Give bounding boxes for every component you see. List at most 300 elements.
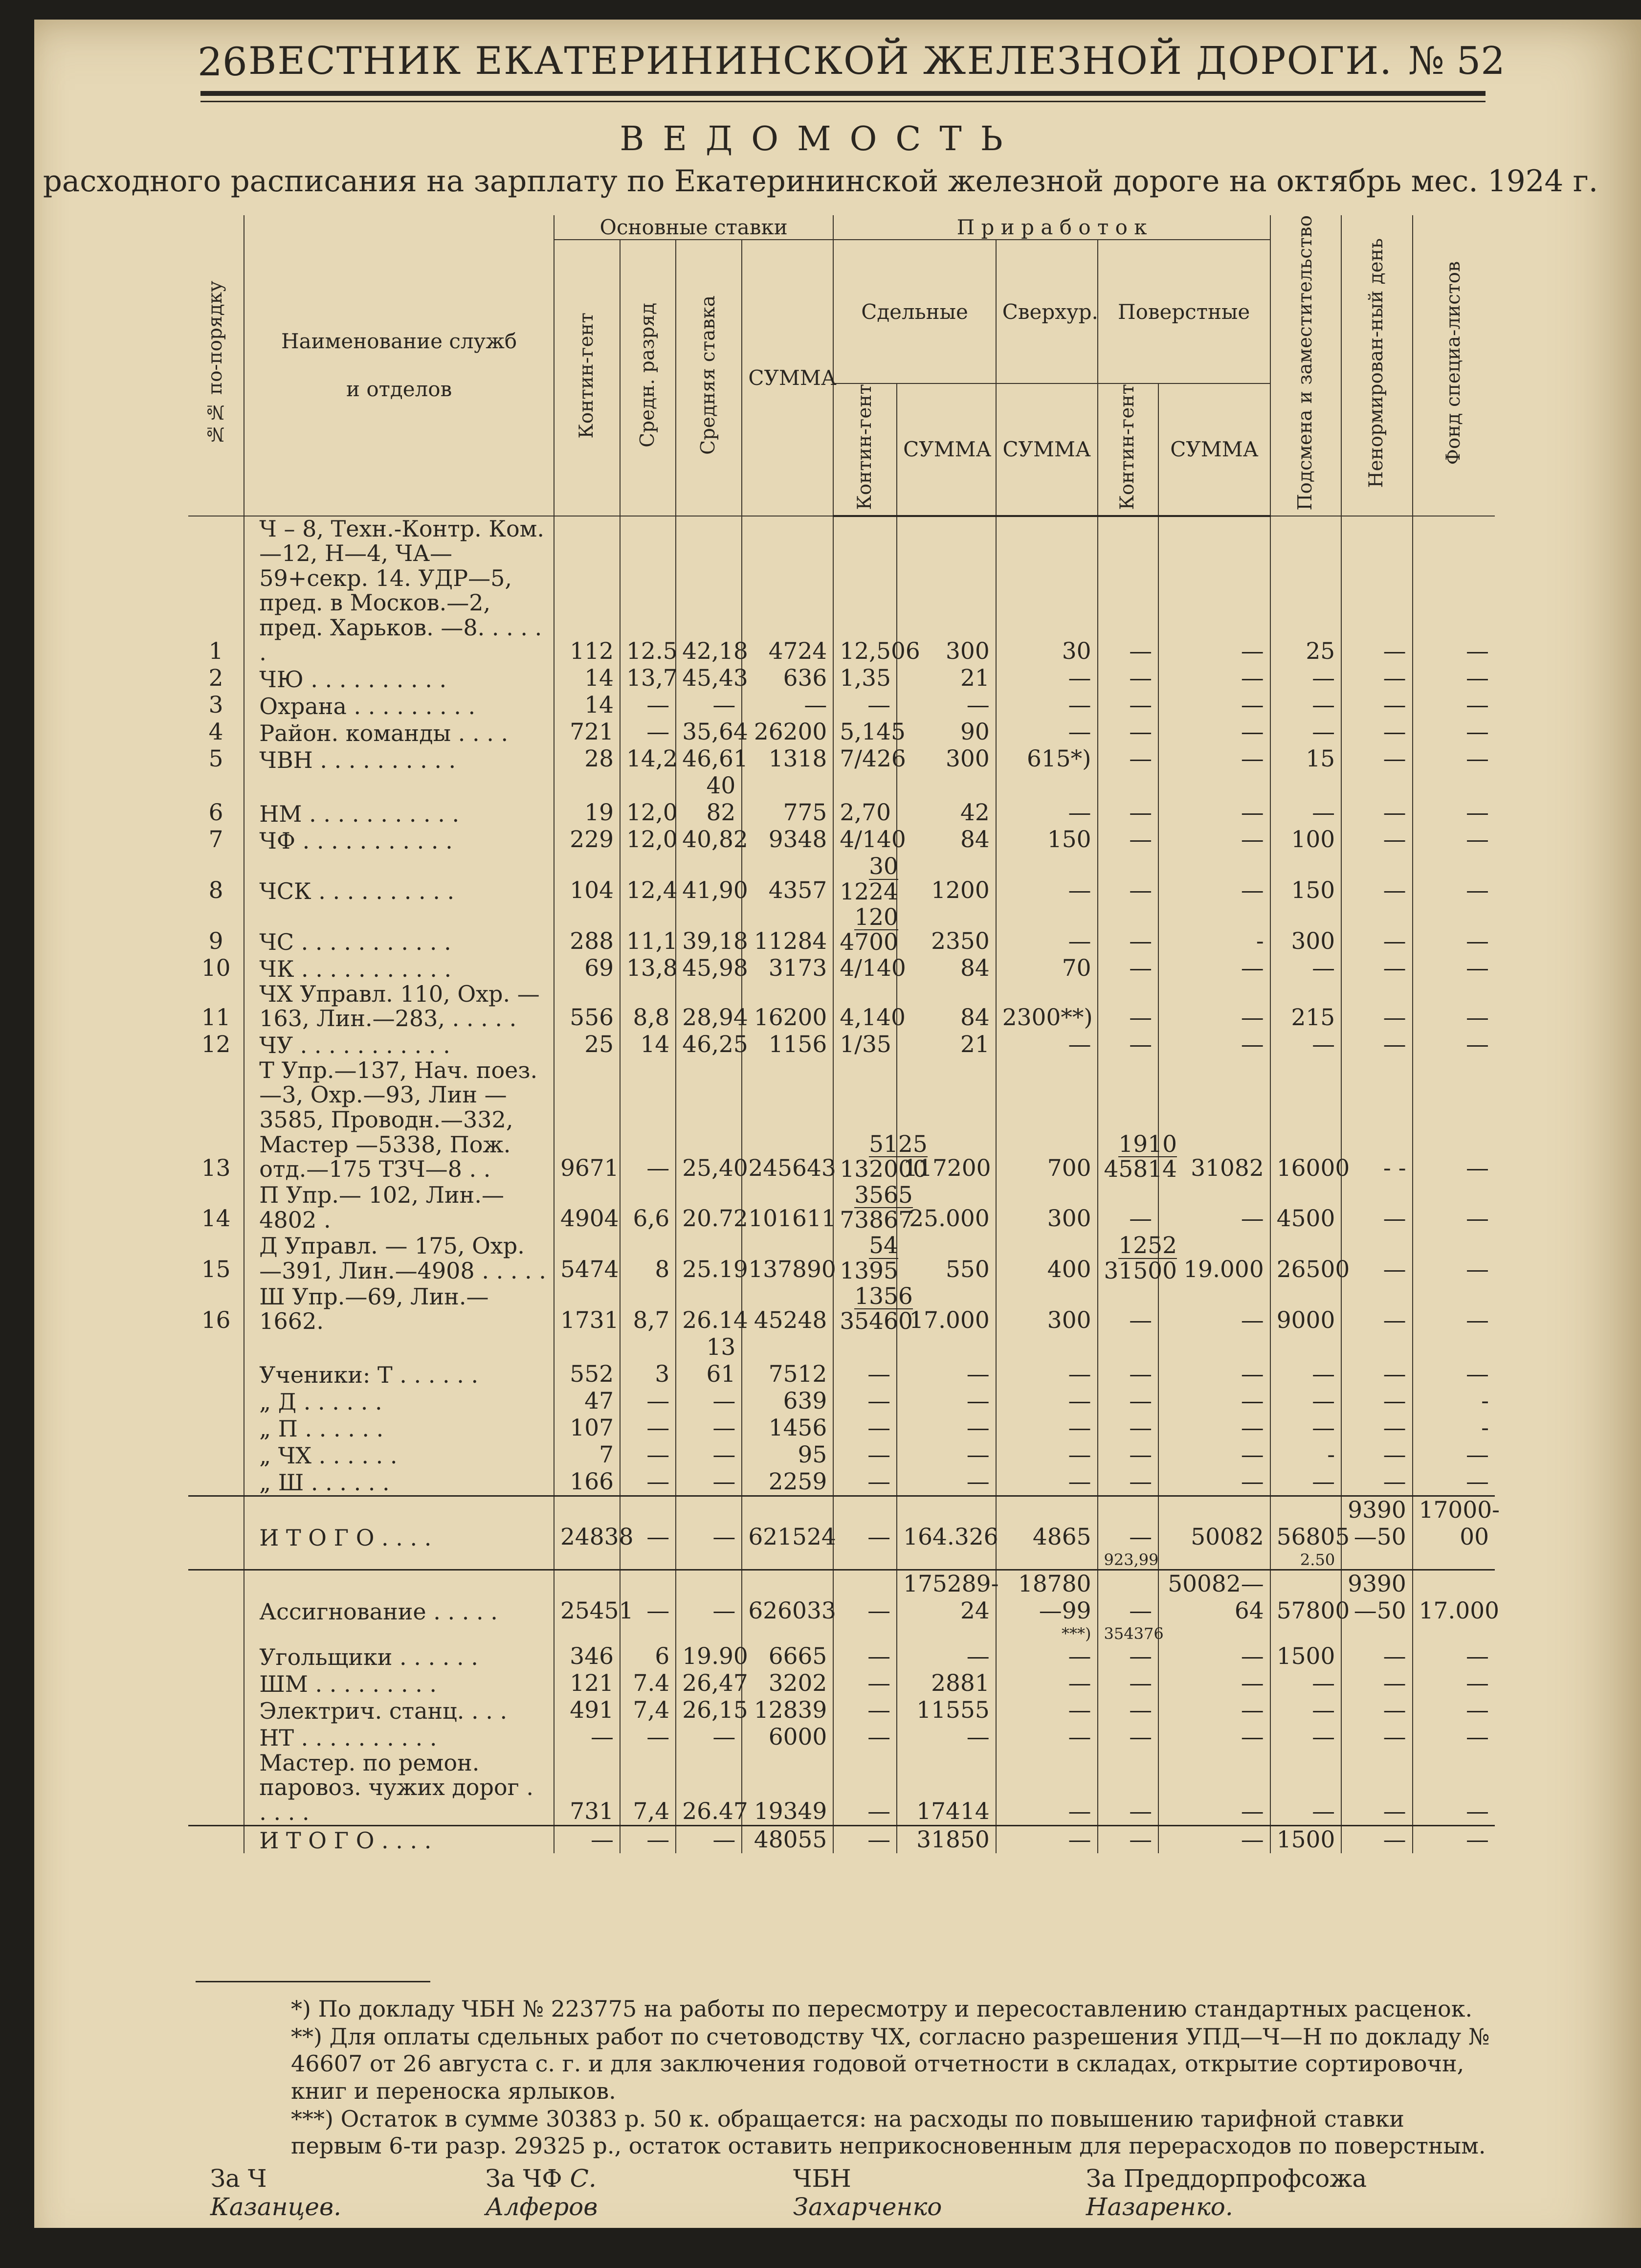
- cell-subst: 9000: [1270, 1283, 1341, 1334]
- table-row: [188, 955, 1495, 982]
- col-header-no: №№ по-порядку: [188, 215, 244, 516]
- col-group-overtime: Сверхур.: [996, 240, 1098, 383]
- cell: [554, 1550, 620, 1570]
- cell-cont: 166: [554, 1468, 620, 1496]
- row-number: [188, 1724, 244, 1751]
- cell-cont: 7: [554, 1441, 620, 1468]
- cell-ml-sum: —: [1158, 1182, 1270, 1233]
- table-row-assignment-extra: [188, 1624, 1495, 1643]
- cell-subst: 15: [1270, 745, 1341, 772]
- cell-nonstd: —: [1341, 1283, 1412, 1334]
- cell: [676, 1624, 742, 1643]
- col-header-avg-rate: Средняя ставка: [676, 240, 742, 516]
- signature-3: ЧБН Захарченко: [793, 2164, 942, 2221]
- table-row: [188, 1724, 1495, 1751]
- cell: [676, 1550, 742, 1570]
- cell-ot-sum: —: [996, 1334, 1098, 1388]
- cell-ml-cont: —: [1098, 1415, 1159, 1441]
- page-number: 26: [198, 39, 247, 85]
- cell-sum: 639: [742, 1388, 833, 1415]
- row-name: Т Упр.—137, Нач. поез.—3, Охр.—93, Лин —3585, Проводн.—332, Мастер —5338, Пож. отд.—175 ТЗЧ—8 . .: [244, 1058, 554, 1182]
- cell-ml-cont: —: [1098, 1670, 1159, 1697]
- cell-sum: 1318: [742, 745, 833, 772]
- cell-nonstd: —: [1341, 665, 1412, 692]
- col-group-earnings: П р и р а б о т о к: [833, 215, 1270, 240]
- cell-subst: —: [1270, 1697, 1341, 1724]
- cell-nonstd: —: [1341, 719, 1412, 745]
- row-number: [188, 1697, 244, 1724]
- fraction-top: 1910: [1118, 1131, 1177, 1158]
- cell-nonstd: —: [1341, 904, 1412, 955]
- col-header-pc-sum: СУММА: [897, 383, 996, 516]
- footnotes: [291, 1996, 1494, 2160]
- cell-nonstd: 9390—50: [1341, 1570, 1412, 1624]
- cell-cont: 28: [554, 745, 620, 772]
- cell-grade: 8,8: [620, 982, 676, 1031]
- cell-pc-sum: 17.000: [897, 1283, 996, 1334]
- row-name: ЧВН . . . . . . . . . .: [244, 745, 554, 772]
- cell-rate: 19.90: [676, 1643, 742, 1670]
- table-row: [188, 745, 1495, 772]
- row-number: [188, 1415, 244, 1441]
- cell-ot-sum: —: [996, 1825, 1098, 1853]
- col-header-nonstandard-day: Ненормирован-ный день: [1341, 215, 1412, 516]
- row-name: И Т О Г О . . . .: [244, 1825, 554, 1853]
- document-subtitle: расходного расписания на зарплату по Екатерининской железной дороге на октябрь мес. 1924 г.: [43, 164, 1598, 199]
- footnote-2: **) Для оплаты сдельных работ по счетоводству ЧХ, согласно разрешения УПД—Ч—Н по докладу № 46607 от 26 августа с. г. и для заключения годовой отчетности в складах, открытие сортировочн, книг и переноска ярлыков.: [291, 2023, 1490, 2104]
- cell-pc-cont: [833, 1058, 928, 1183]
- cell-subst: —: [1270, 665, 1341, 692]
- cell-ml-cont: —: [1098, 665, 1159, 692]
- row-name: Охрана . . . . . . . . .: [244, 692, 554, 719]
- row-number: [188, 1388, 244, 1415]
- fraction-bottom: 73867: [840, 1207, 913, 1234]
- row-number: 4: [208, 719, 223, 746]
- cell: [897, 1550, 996, 1570]
- cell-pc-sum: —: [897, 1643, 996, 1670]
- cell-pc-cont: 2,70: [833, 772, 897, 826]
- cell-sum: 45248: [742, 1283, 833, 1334]
- row-name: Мастер. по ремон. паровоз. чужих дорог . . . . .: [244, 1751, 554, 1825]
- cell-rate: —: [676, 1825, 742, 1853]
- row-name: П Упр.— 102, Лин.—4802 .: [244, 1182, 554, 1233]
- signature-2: За ЧФ С. Алферов: [485, 2164, 598, 2221]
- cell-grade: 12,0: [620, 826, 676, 853]
- cell-rate: —: [676, 1570, 742, 1624]
- cell-rate: 41,90: [676, 853, 742, 904]
- table-row: [188, 1441, 1495, 1468]
- cell-ml-sum: —: [1158, 1751, 1270, 1825]
- row-name: ЧУ . . . . . . . . . . .: [244, 1031, 554, 1058]
- cell-pc-sum: 300: [897, 516, 996, 665]
- row-name: ЧСК . . . . . . . . . .: [244, 853, 554, 904]
- cell-ml-cont: —: [1098, 904, 1159, 955]
- cell-ml-cont: —: [1098, 1388, 1159, 1415]
- cell-ml-sum: -: [1158, 904, 1270, 955]
- row-number: 14: [201, 1205, 231, 1233]
- cell-pc-sum: 17414: [897, 1751, 996, 1825]
- cell-subst: —: [1270, 1751, 1341, 1825]
- cell-grade: 6,6: [620, 1182, 676, 1233]
- row-name: ЧФ . . . . . . . . . . .: [244, 826, 554, 853]
- cell-cont: 14: [554, 665, 620, 692]
- cell-spec: —: [1413, 1751, 1495, 1825]
- cell-pc-cont: —: [833, 1724, 897, 1751]
- cell-ml-sum: —: [1158, 1825, 1270, 1853]
- cell-nonstd: —: [1341, 1232, 1412, 1283]
- col-header-specialists-fund: Фонд специа-листов: [1413, 215, 1495, 516]
- cell-grade: 14: [620, 1031, 676, 1058]
- table-row: [188, 982, 1495, 1031]
- cell-cont: —: [554, 1825, 620, 1853]
- cell-ml-sum: —: [1158, 1388, 1270, 1415]
- cell-sum: 137890: [742, 1232, 833, 1283]
- cell-ml-sum: 19.000: [1158, 1232, 1270, 1283]
- cell-spec: —: [1413, 955, 1495, 982]
- cell-spec: —: [1413, 853, 1495, 904]
- cell-grade: 7,4: [620, 1751, 676, 1825]
- cell-subst: 56805: [1270, 1496, 1341, 1550]
- cell-grade: 11,1: [620, 904, 676, 955]
- cell-spec: —: [1413, 745, 1495, 772]
- cell-ml-sum: 50082: [1158, 1496, 1270, 1550]
- cell: 2.50: [1270, 1550, 1341, 1570]
- cell-cont: 25451: [554, 1570, 620, 1624]
- cell: [1158, 1550, 1270, 1570]
- cell-pc-cont: [833, 1181, 913, 1234]
- cell-grade: 6: [620, 1643, 676, 1670]
- cell: [1158, 1624, 1270, 1643]
- cell-ml-cont: —: [1098, 1825, 1159, 1853]
- cell-ot-sum: —: [996, 692, 1098, 719]
- cell-grade: —: [620, 1724, 676, 1751]
- cell: [620, 1550, 676, 1570]
- cell-sum: 3173: [742, 955, 833, 982]
- cell-pc-cont: —: [833, 1670, 897, 1697]
- cell-pc-sum: 2881: [897, 1670, 996, 1697]
- cell-sum: 4724: [742, 516, 833, 665]
- cell-pc-cont: —: [833, 1697, 897, 1724]
- table-row: [188, 1496, 1495, 1550]
- cell-ml-cont: —: [1098, 1334, 1159, 1388]
- cell-ml-cont: —: [1098, 1496, 1159, 1550]
- cell-sum: 95: [742, 1441, 833, 1468]
- cell-sum: 2259: [742, 1468, 833, 1496]
- cell-subst: 215: [1270, 982, 1341, 1031]
- cell-pc-cont: —: [833, 1415, 897, 1441]
- cell-rate: 25,40: [676, 1058, 742, 1182]
- cell-grade: 7,4: [620, 1697, 676, 1724]
- cell-pc-sum: —: [897, 1724, 996, 1751]
- fraction-top: 30: [869, 853, 898, 880]
- cell-ml-sum: —: [1158, 982, 1270, 1031]
- row-name: ШМ . . . . . . . . .: [244, 1670, 554, 1697]
- cell-nonstd: —: [1341, 745, 1412, 772]
- cell-grade: —: [620, 1825, 676, 1853]
- cell-grade: —: [620, 1058, 676, 1182]
- fraction-top: 1356: [854, 1283, 913, 1310]
- cell: [244, 1624, 554, 1643]
- cell-spec: —: [1413, 1182, 1495, 1233]
- row-name: Район. команды . . . .: [244, 719, 554, 745]
- cell-ot-sum: —: [996, 772, 1098, 826]
- table-row: [188, 1031, 1495, 1058]
- table-row: [188, 692, 1495, 719]
- table-row: [188, 1570, 1495, 1624]
- cell-subst: 100: [1270, 826, 1341, 853]
- fraction-top: 3565: [854, 1181, 913, 1209]
- fraction-top: 1252: [1118, 1232, 1177, 1259]
- cell-ml-cont: —: [1098, 826, 1159, 853]
- cell: 923,99: [1098, 1550, 1159, 1570]
- cell-spec: —: [1413, 516, 1495, 665]
- cell-grade: 8: [620, 1232, 676, 1283]
- cell-pc-sum: 2350: [897, 904, 996, 955]
- cell-pc-sum: —: [897, 1441, 996, 1468]
- cell-rate: —: [676, 692, 742, 719]
- cell-ot-sum: —: [996, 1670, 1098, 1697]
- table-row: [188, 772, 1495, 826]
- cell: [188, 1624, 244, 1643]
- cell: [1413, 1550, 1495, 1570]
- cell-pc-sum: 84: [897, 826, 996, 853]
- cell-pc-cont: 4,140: [833, 982, 897, 1031]
- cell: [1270, 1624, 1341, 1643]
- cell-spec: 17000-00: [1413, 1496, 1495, 1550]
- col-group-main-rates: Основные ставки: [554, 215, 833, 240]
- cell-ml-cont: —: [1098, 955, 1159, 982]
- cell-sum: 26200: [742, 719, 833, 745]
- table-row: [188, 1468, 1495, 1496]
- cell-ml-cont: —: [1098, 1182, 1159, 1233]
- table-row: [188, 1232, 1495, 1283]
- row-number: [188, 1643, 244, 1670]
- col-header-ml-contingent: Контин-гент: [1098, 383, 1159, 516]
- cell-nonstd: —: [1341, 1468, 1412, 1496]
- cell-subst: —: [1270, 1334, 1341, 1388]
- cell-cont: 14: [554, 692, 620, 719]
- cell-grade: —: [620, 1496, 676, 1550]
- cell-spec: -: [1413, 1415, 1495, 1441]
- cell-subst: 16000: [1270, 1058, 1341, 1182]
- cell-subst: —: [1270, 719, 1341, 745]
- cell: [620, 1624, 676, 1643]
- row-name: „ Ш . . . . . .: [244, 1468, 554, 1496]
- fraction-bottom: 1395: [840, 1257, 898, 1284]
- cell-grade: 12,0: [620, 772, 676, 826]
- row-name: Ч – 8, Техн.-Контр. Ком. —12, Н—4, ЧА—59+секр. 14. УДР—5, пред. в Москов.—2, пред. Харьков. —8. . . . . .: [244, 516, 554, 665]
- table-row: [188, 719, 1495, 745]
- cell-ml-sum: —: [1158, 1670, 1270, 1697]
- cell-spec: —: [1413, 1334, 1495, 1388]
- table-row-total-extra: [188, 1550, 1495, 1570]
- cell-cont: 107: [554, 1415, 620, 1441]
- fraction-bottom: 35460: [840, 1308, 913, 1335]
- cell-ml-sum: —: [1158, 853, 1270, 904]
- cell-spec: —: [1413, 1697, 1495, 1724]
- cell-pc-cont: 7/426: [833, 745, 897, 772]
- cell-ml-sum: —: [1158, 745, 1270, 772]
- cell-grade: —: [620, 692, 676, 719]
- cell-subst: —: [1270, 1031, 1341, 1058]
- row-number: 9: [208, 927, 223, 955]
- cell-cont: 1731: [554, 1283, 620, 1334]
- cell-grade: 3: [620, 1334, 676, 1388]
- cell-ml-sum: —: [1158, 692, 1270, 719]
- cell-ot-sum: 2300**): [996, 982, 1098, 1031]
- cell-ml-sum: —: [1158, 1724, 1270, 1751]
- cell-pc-cont: 4/140: [833, 826, 897, 853]
- cell-pc-cont: —: [833, 692, 897, 719]
- cell-subst: 4500: [1270, 1182, 1341, 1233]
- cell-ml-sum: 31082: [1158, 1058, 1270, 1182]
- cell-rate: 42,18: [676, 516, 742, 665]
- cell-subst: 25: [1270, 516, 1341, 665]
- cell-ot-sum: —: [996, 1724, 1098, 1751]
- cell-ot-sum: 70: [996, 955, 1098, 982]
- row-name: Ш Упр.—69, Лин.—1662.: [244, 1283, 554, 1334]
- cell-spec: —: [1413, 692, 1495, 719]
- cell-pc-cont: —: [833, 1825, 897, 1853]
- row-number: 2: [208, 665, 223, 692]
- row-name: И Т О Г О . . . .: [244, 1496, 554, 1550]
- table-row: [188, 1751, 1495, 1825]
- cell-rate: 40,82: [676, 826, 742, 853]
- col-header-ml-sum: СУММА: [1158, 383, 1270, 516]
- row-number: [188, 1570, 244, 1624]
- footnote-1: *) По докладу ЧБН № 223775 на работы по пересмотру и пересоставлению стандартных расценок.: [291, 1996, 1473, 2022]
- row-number: [188, 1334, 244, 1388]
- row-number: 5: [208, 745, 223, 773]
- cell-pc-cont: —: [833, 1388, 897, 1415]
- cell-ml-sum: —: [1158, 826, 1270, 853]
- cell-sum: 4357: [742, 853, 833, 904]
- cell-spec: —: [1413, 1232, 1495, 1283]
- cell-subst: —: [1270, 1388, 1341, 1415]
- cell-ml-cont: —: [1098, 516, 1159, 665]
- cell-pc-sum: 164.326: [897, 1496, 996, 1550]
- cell-ot-sum: 4865: [996, 1496, 1098, 1550]
- row-name: ЧК . . . . . . . . . . .: [244, 955, 554, 982]
- cell-ml-cont: —: [1098, 853, 1159, 904]
- cell-ml-sum: —: [1158, 719, 1270, 745]
- cell-nonstd: —: [1341, 1334, 1412, 1388]
- cell-pc-sum: 90: [897, 719, 996, 745]
- table-body: [188, 515, 1500, 1854]
- cell: [833, 1624, 897, 1643]
- cell: [1341, 1624, 1412, 1643]
- table-row: [188, 1334, 1495, 1388]
- cell-rate: 26.14: [676, 1283, 742, 1334]
- cell-rate: 35,64: [676, 719, 742, 745]
- signature-1: За Ч Казанцев.: [210, 2164, 341, 2221]
- cell-spec: -: [1413, 1388, 1495, 1415]
- cell-nonstd: - -: [1341, 1058, 1412, 1182]
- row-number: [188, 1670, 244, 1697]
- cell-ot-sum: 30: [996, 516, 1098, 665]
- cell-ml-cont: —: [1098, 1570, 1159, 1624]
- cell-cont: 288: [554, 904, 620, 955]
- cell-subst: —: [1270, 955, 1341, 982]
- cell-nonstd: —: [1341, 1031, 1412, 1058]
- cell-subst: -: [1270, 1441, 1341, 1468]
- row-number: 16: [201, 1306, 231, 1334]
- cell-pc-sum: 117200: [897, 1058, 996, 1182]
- cell-sum: 12839: [742, 1697, 833, 1724]
- col-header-contingent: Контин-гент: [554, 240, 620, 516]
- cell-pc-cont: —: [833, 1751, 897, 1825]
- cell-spec: —: [1413, 1031, 1495, 1058]
- row-number: 8: [208, 876, 223, 904]
- cell-spec: —: [1413, 1441, 1495, 1468]
- footnote-rule: [196, 1981, 430, 1982]
- cell-ml-cont: —: [1098, 692, 1159, 719]
- cell-grade: 13,7: [620, 665, 676, 692]
- col-group-piecework: Сдельные: [833, 240, 996, 383]
- cell-pc-cont: —: [833, 1441, 897, 1468]
- cell-pc-cont: 1,35: [833, 665, 897, 692]
- cell-ot-sum: 300: [996, 1182, 1098, 1233]
- cell-sum: 7512: [742, 1334, 833, 1388]
- cell-grade: 13,8: [620, 955, 676, 982]
- cell-pc-sum: —: [897, 1388, 996, 1415]
- signature-4: За Преддорпрофсожа Назаренко.: [1086, 2164, 1367, 2221]
- cell-nonstd: —: [1341, 826, 1412, 853]
- cell-pc-cont: [833, 1232, 897, 1283]
- cell-sum: 3202: [742, 1670, 833, 1697]
- cell-cont: 47: [554, 1388, 620, 1415]
- fraction-top: 54: [869, 1232, 898, 1259]
- cell-ml-sum: —: [1158, 516, 1270, 665]
- header-rule: [200, 91, 1486, 96]
- cell-ml-sum: —: [1158, 1031, 1270, 1058]
- cell-nonstd: —: [1341, 1182, 1412, 1233]
- cell-spec: —: [1413, 904, 1495, 955]
- cell-sum: 1156: [742, 1031, 833, 1058]
- row-number: 1: [208, 638, 223, 665]
- cell-rate: —: [676, 1468, 742, 1496]
- cell-ml-sum: —: [1158, 1697, 1270, 1724]
- cell-cont: 104: [554, 853, 620, 904]
- cell-subst: 300: [1270, 904, 1341, 955]
- cell-ot-sum: —: [996, 1751, 1098, 1825]
- cell-grade: 12.5: [620, 516, 676, 665]
- cell-cont: 552: [554, 1334, 620, 1388]
- row-number: 13: [201, 1154, 231, 1182]
- cell-ml-cont: —: [1098, 745, 1159, 772]
- cell-spec: —: [1413, 1283, 1495, 1334]
- cell-rate: 26,47: [676, 1670, 742, 1697]
- row-name: ЧС . . . . . . . . . . .: [244, 904, 554, 955]
- cell-rate: 46,61: [676, 745, 742, 772]
- table-row: [188, 1825, 1495, 1853]
- cell: [1341, 1550, 1412, 1570]
- cell-nonstd: —: [1341, 955, 1412, 982]
- cell-nonstd: —: [1341, 1670, 1412, 1697]
- cell-ml-sum: —: [1158, 1334, 1270, 1388]
- cell-ml-cont: —: [1098, 772, 1159, 826]
- newspaper-title: ВЕСТНИК ЕКАТЕРИНИНСКОЙ ЖЕЛЕЗНОЙ ДОРОГИ.: [248, 39, 1393, 83]
- cell-nonstd: —: [1341, 1724, 1412, 1751]
- row-number: [188, 1441, 244, 1468]
- cell-sum: 621524: [742, 1496, 833, 1550]
- cell-rate: 26,15: [676, 1697, 742, 1724]
- cell-spec: —: [1413, 1058, 1495, 1182]
- col-header-pc-contingent: Контин-гент: [833, 383, 897, 516]
- cell-spec: —: [1413, 1468, 1495, 1496]
- cell-cont: —: [554, 1724, 620, 1751]
- cell-cont: 346: [554, 1643, 620, 1670]
